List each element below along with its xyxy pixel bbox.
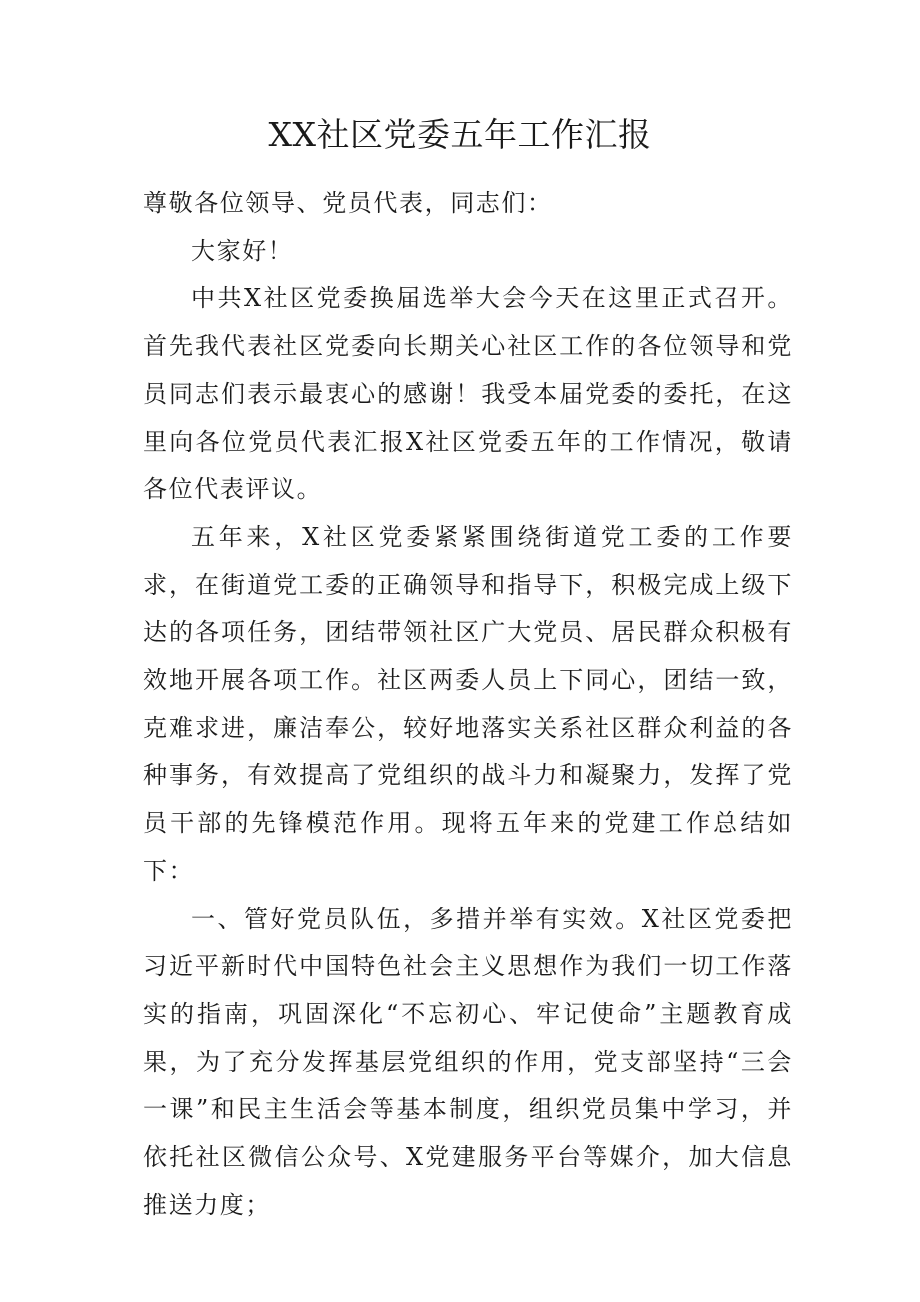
paragraph-section-one: 一、管好党员队伍，多措并举有实效。X社区党委把习近平新时代中国特色社会主义思想作为我们一切工作落实的指南，巩固深化“不忘初心、牢记使命”主题教育成果，为了充分发挥基层党组织的作用，党支部坚持“三会一课”和民主生活会等基本制度，组织党员集中学习，并依托社区微信公众号、X党建服务平台等媒介，加大信息推送力度； (143, 904, 793, 1219)
document-body (143, 180, 793, 1229)
document-title: XX社区党委五年工作汇报 (268, 115, 652, 154)
salutation: 尊敬各位领导、党员代表，同志们： (143, 189, 553, 217)
paragraph-opening: 中共X社区党委换届选举大会今天在这里正式召开。首先我代表社区党委向长期关心社区工作的各位领导和党员同志们表示最衷心的感谢！我受本届党委的委托，在这里向各位党员代表汇报X社区党委五年的工作情况，敬请各位代表评议。 (143, 284, 793, 504)
paragraph-overview: 五年来，X社区党委紧紧围绕街道党工委的工作要求，在街道党工委的正确领导和指导下，积极完成上级下达的各项任务，团结带领社区广大党员、居民群众积极有效地开展各项工作。社区两委人员上下同心，团结一致，克难求进，廉洁奉公，较好地落实关系社区群众利益的各种事务，有效提高了党组织的战斗力和凝聚力，发挥了党员干部的先锋模范作用。现将五年来的党建工作总结如下： (143, 522, 793, 885)
paragraph-greeting: 大家好！ (191, 236, 294, 265)
